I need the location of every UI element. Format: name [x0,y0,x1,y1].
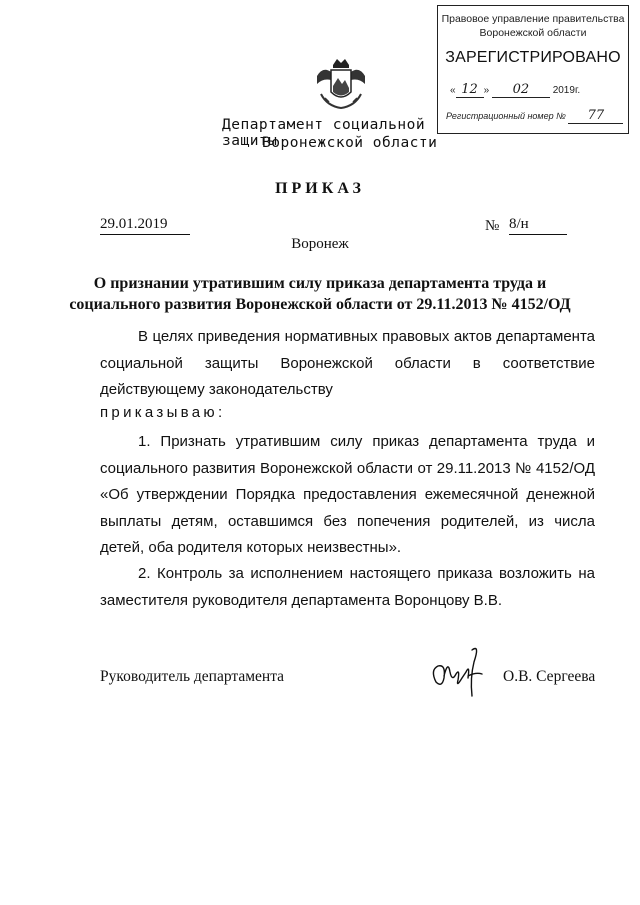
stamp-date: « 12 » 02 2019г. [450,82,581,97]
subject-line-1: О признании утратившим силу приказа департамента труда и [93,275,547,292]
signatory-name: О.В. Сергеева [503,668,596,685]
document-date: 29.01.2019 [100,216,190,235]
document-number: 8/н [509,216,567,235]
subject-line-2: социального развития Воронежской области от 29.11.2013 № 4152/ОД [69,296,571,313]
document-title: ПРИКАЗ [275,180,365,197]
order-word: приказываю: [100,404,226,421]
stamp-reg-number: 77 [568,108,623,124]
signatory-position: Руководитель департамента [100,668,285,685]
stamp-authority-line1: Правовое управление правительства [441,13,625,25]
order-item-1: 1. Признать утратившим силу приказ департамента труда и социального развития Воронежской области от 29.11.2013 № 4152/ОД «Об утверждении Порядка предоставления ежемесячной денежной выплаты детям, оставшимся без попечения родителей, из числа детей, оба родителя которых неизвестны». [100,433,595,556]
stamp-date-year-suffix: г. [574,85,581,96]
stamp-date-day: 12 [456,82,484,98]
stamp-registered-label: ЗАРЕГИСТРИРОВАНО [445,49,621,66]
stamp-date-year: 2019 [552,85,575,96]
department-region: Воронежской области [262,135,438,151]
department-name: Департамент социальной защиты [222,117,426,149]
number-label: № [485,218,500,234]
handwritten-signature-icon [428,642,492,702]
city: Воронеж [291,236,349,252]
stamp-authority-line2: Воронежской области [479,27,587,39]
order-item-2: 2. Контроль за исполнением настоящего приказа возложить на заместителя руководителя департамента Воронцову В.В. [100,565,595,609]
preamble-paragraph: В целях приведения нормативных правовых актов департамента социальной защиты Воронежской области в соответствие действующему законодательству [100,328,595,398]
document-subject [60,273,580,315]
stamp-date-month: 02 [492,82,550,98]
stamp-reg-label: Регистрационный номер № [446,111,566,121]
coat-of-arms-icon [313,56,369,112]
registration-stamp [437,5,629,134]
